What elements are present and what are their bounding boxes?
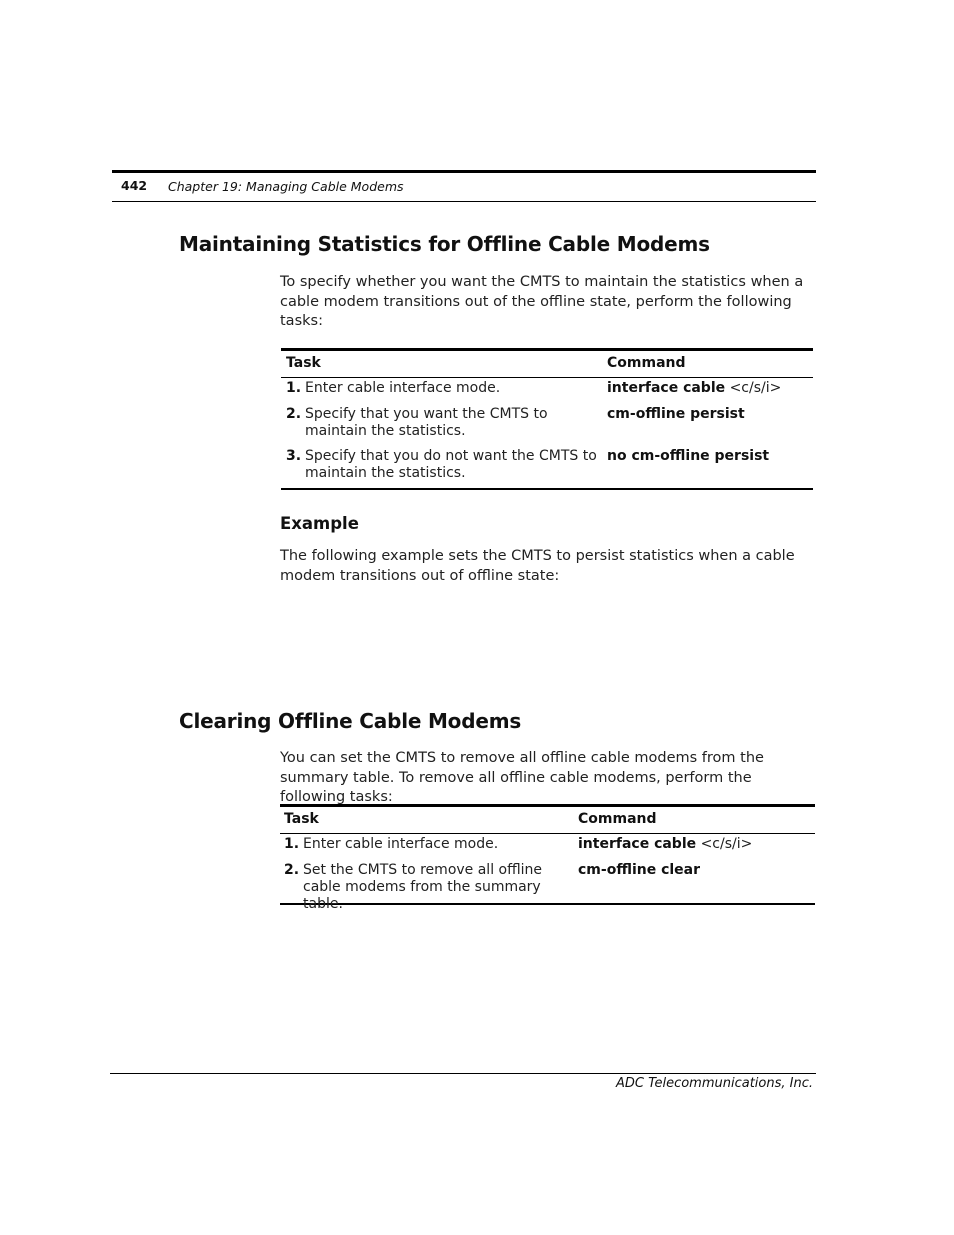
step-number: 1.	[286, 380, 302, 396]
table-row	[280, 862, 815, 912]
task-text: Enter cable interface mode.	[303, 836, 499, 852]
task-text: Enter cable interface mode.	[305, 380, 501, 396]
command-text: no cm-offline persist	[607, 448, 770, 464]
task-text: Set the CMTS to remove all offline cable modems from the summary table.	[303, 862, 543, 912]
step-number: 2.	[286, 406, 302, 422]
table-row	[281, 406, 813, 448]
command-text: interface cable <c/s/i>	[607, 380, 782, 396]
table-row	[281, 380, 813, 406]
col-header-task: Task	[286, 355, 321, 371]
example-text: The following example sets the CMTS to persist statistics when a cable modem transitions out of offline state:	[280, 548, 795, 584]
table-row	[280, 836, 815, 862]
step-number: 1.	[284, 836, 300, 852]
step-number: 3.	[286, 448, 302, 464]
section-heading-clearing: Clearing Offline Cable Modems	[179, 709, 522, 733]
page-number: 442	[121, 178, 148, 193]
col-header-task: Task	[284, 811, 319, 827]
col-header-command: Command	[578, 811, 657, 827]
command-text: cm-offline clear	[578, 862, 701, 878]
task-table-clearing	[280, 804, 815, 912]
header-rule-top	[112, 170, 816, 173]
header-rule-bottom	[112, 201, 816, 202]
section-heading-maintaining: Maintaining Statistics for Offline Cable Modems	[179, 232, 710, 256]
section2-intro: You can set the CMTS to remove all offline cable modems from the summary table. To remove all offline cable modems, perform the following tasks:	[280, 750, 764, 805]
footer-company: ADC Telecommunications, Inc.	[616, 1076, 813, 1091]
running-head: Chapter 19: Managing Cable Modems	[168, 179, 404, 194]
table-header	[280, 807, 815, 834]
task-table-maintaining	[281, 348, 813, 490]
task-text: Specify that you do not want the CMTS to maintain the statistics.	[305, 448, 597, 481]
table-row	[281, 448, 813, 488]
step-number: 2.	[284, 862, 300, 878]
task-text: Specify that you want the CMTS to maintain the statistics.	[305, 406, 548, 439]
col-header-command: Command	[607, 355, 686, 371]
table-header	[281, 351, 813, 378]
section1-intro: To specify whether you want the CMTS to maintain the statistics when a cable modem transitions out of the offline state, perform the following tasks:	[280, 274, 804, 329]
command-text: interface cable <c/s/i>	[578, 836, 753, 852]
command-text: cm-offline persist	[607, 406, 745, 422]
example-heading: Example	[280, 514, 359, 533]
footer-rule	[110, 1073, 816, 1074]
